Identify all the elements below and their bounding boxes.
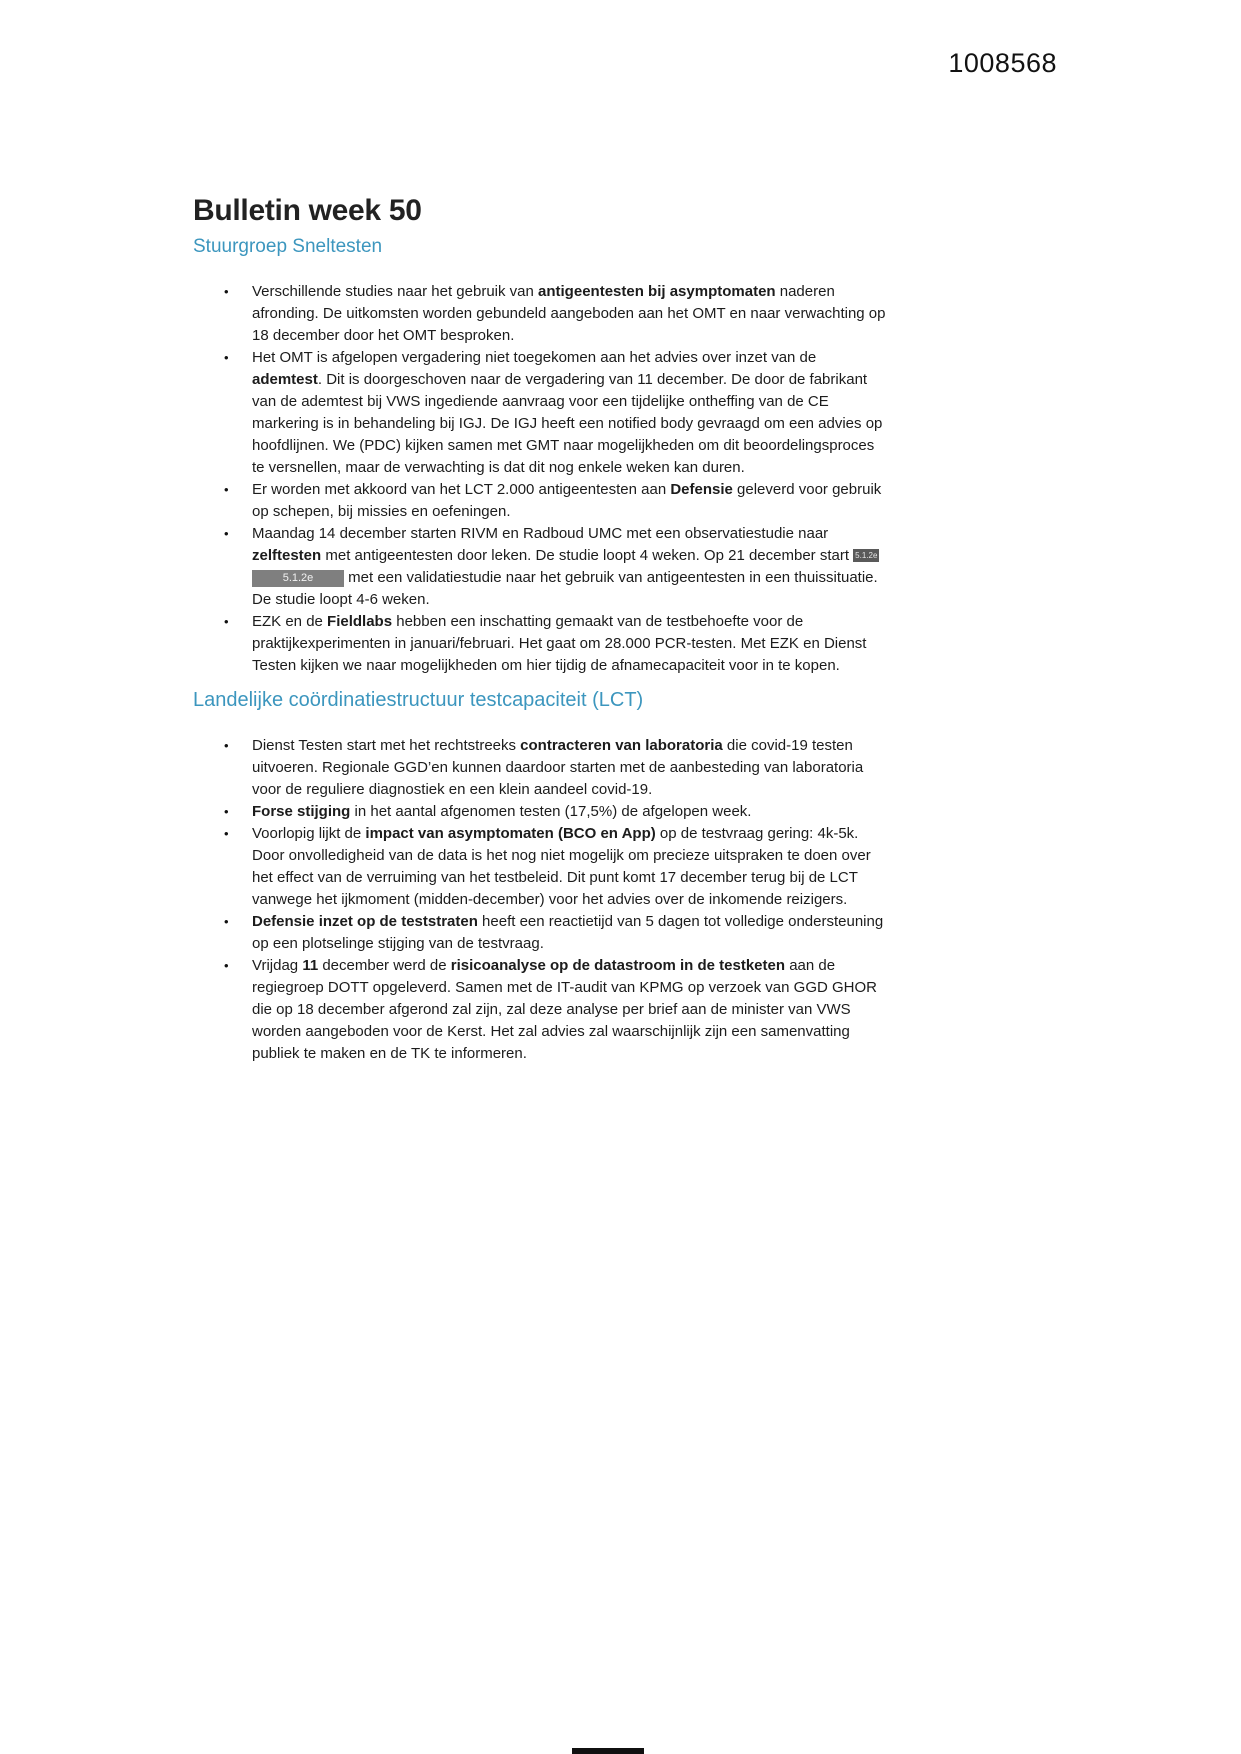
- bullet-item: [224, 735, 889, 801]
- bullet-text: Defensie inzet op de teststraten heeft een reactietijd van 5 dagen tot volledige ondersteuning op een plotselinge stijging van de testvraag.: [252, 913, 884, 952]
- bullet-text: Maandag 14 december starten RIVM en Radboud UMC met een observatiestudie naar zelftesten met antigeentesten door leken. De studie loopt 4 weken. Op 21 december start 5.1.2e 5.1.2e met een validatiestudie naar het gebruik van antigeentesten in een thuissituatie. De studie loopt 4-6 weken.: [252, 525, 878, 608]
- scan-edge-artifact: [572, 1748, 644, 1754]
- bullet-item: [224, 281, 889, 347]
- bullet-icon: •: [224, 614, 229, 629]
- section-heading-stuurgroep-sneltesten: Stuurgroep Sneltesten: [193, 236, 383, 257]
- bullet-text: Voorlopig lijkt de impact van asymptomaten (BCO en App) op de testvraag gering: 4k-5k. Door onvolledigheid van de data is het nog niet mogelijk om precieze uitspraken te doen over het effect van de verruiming van het testbeleid. Dit punt komt 17 december terug bij de LCT vanwege het ijkmoment (midden-december) voor het advies over de inkomende reizigers.: [252, 825, 871, 908]
- bullet-item: [224, 911, 889, 955]
- bullet-icon: •: [224, 826, 229, 841]
- bullet-icon: •: [224, 738, 229, 753]
- bullet-item: [224, 611, 889, 677]
- bullet-icon: •: [224, 804, 229, 819]
- redaction-box: 5.1.2e: [855, 551, 878, 560]
- bullet-text: Forse stijging in het aantal afgenomen testen (17,5%) de afgelopen week.: [252, 803, 752, 820]
- bullet-item: [224, 347, 889, 479]
- bullet-text: Verschillende studies naar het gebruik van antigeentesten bij asymptomaten naderen afronding. De uitkomsten worden gebundeld aangeboden aan het OMT en naar verwachting op 18 december door het OMT besproken.: [252, 283, 886, 344]
- bullet-item: [224, 955, 889, 1065]
- bullet-item: [224, 801, 889, 823]
- bullet-item: [224, 523, 889, 611]
- page-title: Bulletin week 50: [193, 194, 422, 227]
- bullet-icon: •: [224, 284, 229, 299]
- bullet-text: Het OMT is afgelopen vergadering niet toegekomen aan het advies over inzet van de ademtest. Dit is doorgeschoven naar de vergadering van 11 december. De door de fabrikant van de ademtest bij VWS ingediende aanvraag voor een tijdelijke ontheffing van de CE markering is in behandeling bij IGJ. De IGJ heeft een notified body gevraagd om een advies op hoofdlijnen. We (PDC) kijken samen met GMT naar mogelijkheden om dit beoordelingsproces te versnellen, maar de verwachting is dat dit nog enkele weken kan duren.: [252, 349, 883, 476]
- bullet-icon: •: [224, 482, 229, 497]
- document-number: 1008568: [948, 48, 1057, 78]
- bullet-text: Vrijdag 11 december werd de risicoanalyse op de datastroom in de testketen aan de regiegroep DOTT opgeleverd. Samen met de IT-audit van KPMG op verzoek van GGD GHOR die op 18 december afgerond zal zijn, zal deze analyse per brief aan de minister van VWS worden aangeboden voor de Kerst. Het zal advies zal waarschijnlijk zijn een samenvatting publiek te maken en de TK te informeren.: [252, 957, 877, 1062]
- bullet-icon: •: [224, 350, 229, 365]
- bullet-list-stuurgroep: [193, 281, 889, 677]
- bullet-text: Er worden met akkoord van het LCT 2.000 antigeentesten aan Defensie geleverd voor gebruik op schepen, bij missies en oefeningen.: [252, 481, 882, 520]
- bullet-icon: •: [224, 958, 229, 973]
- bullet-text: Dienst Testen start met het rechtstreeks contracteren van laboratoria die covid-19 testen uitvoeren. Regionale GGD’en kunnen daardoor starten met de aanbesteding van laboratoria voor de reguliere diagnostiek en een klein aandeel covid-19.: [252, 737, 864, 798]
- section-heading-lct: Landelijke coördinatiestructuur testcapaciteit (LCT): [193, 689, 644, 711]
- bullet-item: [224, 823, 889, 911]
- bullet-icon: •: [224, 526, 229, 541]
- redaction-box: 5.1.2e: [252, 570, 344, 587]
- bullet-list-lct: [193, 735, 889, 1065]
- bullet-text: EZK en de Fieldlabs hebben een inschatting gemaakt van de testbehoefte voor de praktijkexperimenten in januari/februari. Het gaat om 28.000 PCR-testen. Met EZK en Dienst Testen kijken we naar mogelijkheden om hier tijdig de afnamecapaciteit voor in te kopen.: [252, 613, 867, 674]
- document-content: [193, 193, 918, 1074]
- bullet-item: [224, 479, 889, 523]
- bullet-icon: •: [224, 914, 229, 929]
